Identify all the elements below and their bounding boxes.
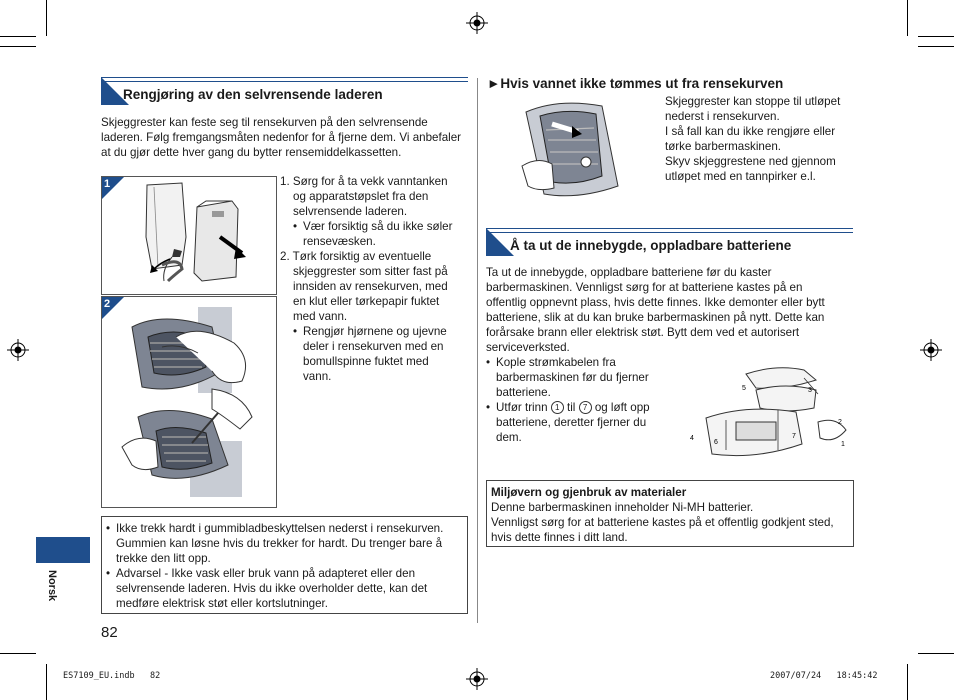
cleaning-steps xyxy=(280,174,460,384)
section-heading-cleaning xyxy=(101,77,468,105)
figure-1 xyxy=(101,176,277,295)
cleaning-notes-box xyxy=(101,516,468,614)
note-item: • Advarsel - Ikke vask eller bruk vann på adapteret eller den selvrensende laderen. Hvis du ikke overholder dette, kan det medføre elektrisk støt eller kortslutninger. xyxy=(106,566,460,611)
cleaning-intro: Skjeggrester kan feste seg til rensekurven på den selvrensende laderen. Følg fremgangsmåten nedenfor for å fjerne dem. Vi anbefaler at du gjør dette hver gang du bytter rensemiddelkassetten. xyxy=(101,116,462,159)
circled-number: 1 xyxy=(551,401,564,414)
diagram-label: 7 xyxy=(792,433,796,440)
figure-2 xyxy=(101,296,277,508)
battery-bullet-1: • Kople strømkabelen fra barbermaskinen før du fjerner batteriene. xyxy=(486,355,668,400)
drain-text xyxy=(665,94,855,184)
diagram-label: 6 xyxy=(714,439,718,446)
drain-text-line: I så fall kan du ikke rengjøre eller tørke barbermaskinen. xyxy=(665,125,836,153)
language-tab xyxy=(36,537,90,563)
registration-mark-right xyxy=(920,339,942,361)
environment-line-1: Denne barbermaskinen inneholder Ni-MH batterier. xyxy=(491,501,754,514)
drain-figure xyxy=(518,96,626,200)
column-divider xyxy=(477,78,478,623)
drain-text-line: Skjeggrester kan stoppe til utløpet nederst i rensekurven. xyxy=(665,95,841,123)
step-2-bullet: • Rengjør hjørnene og ujevne deler i rensekurven med en bomullspinne fuktet med vann. xyxy=(293,324,460,384)
registration-mark-bottom xyxy=(466,668,488,690)
note-item: • Ikke trekk hardt i gummibladbeskyttelsen nederst i rensekurven. Gummien kan løsne hvis du trekker for hardt. Du trenger bare å trekke den litt opp. xyxy=(106,521,460,566)
section-title: Rengjøring av den selvrensende laderen xyxy=(123,87,383,102)
footer-file: ES7109_EU.indb 82 xyxy=(63,671,161,681)
diagram-label: 4 xyxy=(690,435,694,442)
environment-box xyxy=(486,480,854,547)
drain-text-line: Skyv skjeggrestene ned gjennom utløpet med en tannpirker e.l. xyxy=(665,155,836,183)
page-number: 82 xyxy=(101,624,118,641)
battery-bullets xyxy=(486,355,668,445)
basket-wiping-illustration xyxy=(102,297,274,505)
battery-bullet-2: • Utfør trinn 1 til 7 og løft opp batteriene, deretter fjerner du dem. xyxy=(486,400,668,445)
step-1-bullet: • Vær forsiktig så du ikke søler rensevæsken. xyxy=(293,219,460,249)
section-heading-batteries xyxy=(486,228,853,256)
registration-mark-top xyxy=(466,12,488,34)
charger-removal-illustration xyxy=(102,177,274,292)
environment-title: Miljøvern og gjenbruk av materialer xyxy=(491,486,687,499)
battery-disassembly-illustration xyxy=(686,360,852,466)
environment-line-2: Vennligst sørg for at batteriene kastes på et offentlig godkjent sted, hvis dette finnes i ditt land. xyxy=(491,516,834,544)
drain-section-title: ►Hvis vannet ikke tømmes ut fra rensekurven xyxy=(487,76,784,91)
diagram-label: 5 xyxy=(742,385,746,392)
diagram-label: 1 xyxy=(841,441,845,448)
battery-intro: Ta ut de innebygde, oppladbare batteriene før du kaster barbermaskinen. Vennligst sørg for at batteriene kastes på en offentlig oppnevnt plass, hvis dette finnes. Ikke demonter eller bytt batteriene, slik at du kan bruke barbermaskinen på nytt. Dette kan forårsake brann eller elektrisk støt. Bytt dem ved et autorisert serviceverksted. xyxy=(486,266,825,354)
diagram-label: 3 xyxy=(808,387,812,394)
registration-mark-left xyxy=(7,339,29,361)
language-tab-label: Norsk xyxy=(46,570,58,602)
section-title: Å ta ut de innebygde, oppladbare batteriene xyxy=(510,238,792,253)
footer-timestamp: 2007/07/24 18:45:42 xyxy=(770,671,878,681)
step-2: 2. Tørk forsiktig av eventuelle skjeggrester som sitter fast på innsiden av rensekurven, med en klut eller tørkepapir fuktet med vann. xyxy=(280,250,448,323)
figure-number: 2 xyxy=(104,298,111,310)
step-1: 1. Sørg for å ta vekk vanntanken og apparatstøpslet fra den selvrensende laderen. xyxy=(280,175,448,218)
diagram-label: 2 xyxy=(838,419,842,426)
figure-number: 1 xyxy=(104,178,111,190)
drain-illustration xyxy=(518,96,626,200)
circled-number: 7 xyxy=(579,401,592,414)
battery-diagram xyxy=(686,360,852,466)
